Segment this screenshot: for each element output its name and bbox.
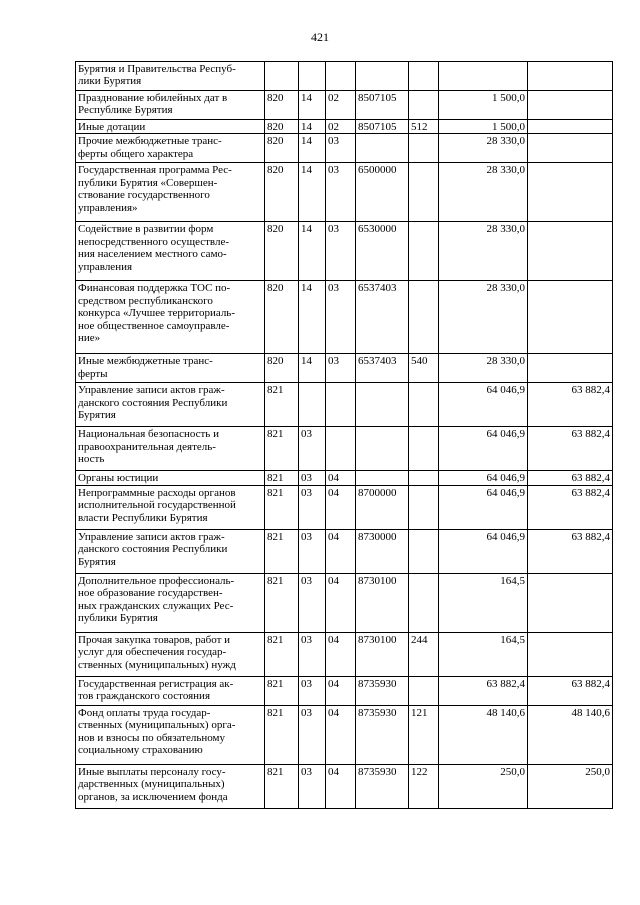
cell-pr: 03 xyxy=(326,354,356,383)
cell-csr: 6500000 xyxy=(356,163,409,222)
cell-name: Финансовая поддержка ТОС по- средством республиканского конкурса «Лучшее территориаль- ное общественное самоуправле- ние» xyxy=(76,281,265,354)
table-row xyxy=(76,163,613,222)
cell-name: Государственная программа Рес- публики Бурятия «Совершен- ствование государственного управления» xyxy=(76,163,265,222)
cell-rz: 14 xyxy=(299,91,326,120)
budget-table xyxy=(75,61,613,809)
cell-vr xyxy=(409,676,439,705)
cell-sum-1: 1 500,0 xyxy=(439,120,528,134)
cell-sum-2 xyxy=(528,354,613,383)
cell-csr: 8730100 xyxy=(356,632,409,676)
cell-pr: 04 xyxy=(326,676,356,705)
cell-vr: 244 xyxy=(409,632,439,676)
cell-pr: 04 xyxy=(326,705,356,764)
cell-sum-1: 28 330,0 xyxy=(439,222,528,281)
cell-sum-2 xyxy=(528,222,613,281)
cell-rz: 14 xyxy=(299,163,326,222)
cell-vr: 512 xyxy=(409,120,439,134)
cell-csr: 6537403 xyxy=(356,281,409,354)
cell-ved: 820 xyxy=(265,222,299,281)
cell-vr xyxy=(409,573,439,632)
cell-rz: 03 xyxy=(299,485,326,529)
cell-pr: 03 xyxy=(326,163,356,222)
cell-sum-1: 28 330,0 xyxy=(439,134,528,163)
cell-rz: 03 xyxy=(299,705,326,764)
table-row xyxy=(76,120,613,134)
cell-rz xyxy=(299,383,326,427)
cell-rz: 03 xyxy=(299,471,326,485)
cell-ved: 821 xyxy=(265,427,299,471)
cell-pr xyxy=(326,427,356,471)
cell-sum-2: 63 882,4 xyxy=(528,471,613,485)
cell-name: Государственная регистрация ак- тов гражданского состояния xyxy=(76,676,265,705)
cell-ved: 821 xyxy=(265,676,299,705)
table-row xyxy=(76,485,613,529)
cell-ved: 821 xyxy=(265,573,299,632)
table-row xyxy=(76,471,613,485)
cell-ved: 821 xyxy=(265,485,299,529)
cell-sum-2 xyxy=(528,281,613,354)
cell-sum-2 xyxy=(528,62,613,91)
cell-sum-1: 28 330,0 xyxy=(439,281,528,354)
cell-vr: 122 xyxy=(409,764,439,808)
cell-name: Фонд оплаты труда государ- ственных (муниципальных) орга- нов и взносы по обязательному социальному страхованию xyxy=(76,705,265,764)
cell-rz: 14 xyxy=(299,134,326,163)
cell-sum-2: 250,0 xyxy=(528,764,613,808)
cell-csr xyxy=(356,383,409,427)
cell-sum-2: 63 882,4 xyxy=(528,529,613,573)
cell-pr: 02 xyxy=(326,120,356,134)
cell-csr: 6530000 xyxy=(356,222,409,281)
cell-sum-1: 64 046,9 xyxy=(439,471,528,485)
cell-vr xyxy=(409,62,439,91)
cell-csr: 8730000 xyxy=(356,529,409,573)
cell-ved xyxy=(265,62,299,91)
cell-sum-1: 28 330,0 xyxy=(439,354,528,383)
cell-sum-2: 48 140,6 xyxy=(528,705,613,764)
cell-ved: 821 xyxy=(265,705,299,764)
cell-ved: 820 xyxy=(265,354,299,383)
cell-vr xyxy=(409,471,439,485)
cell-sum-2 xyxy=(528,91,613,120)
cell-name: Прочая закупка товаров, работ и услуг для обеспечения государ- ственных (муниципальных) нужд xyxy=(76,632,265,676)
cell-vr: 121 xyxy=(409,705,439,764)
cell-rz: 14 xyxy=(299,120,326,134)
cell-sum-1 xyxy=(439,62,528,91)
cell-pr: 04 xyxy=(326,471,356,485)
table-row xyxy=(76,632,613,676)
cell-rz: 03 xyxy=(299,632,326,676)
cell-ved: 820 xyxy=(265,120,299,134)
cell-sum-2 xyxy=(528,632,613,676)
cell-sum-1: 64 046,9 xyxy=(439,529,528,573)
cell-pr: 03 xyxy=(326,134,356,163)
cell-pr: 03 xyxy=(326,222,356,281)
cell-sum-1: 64 046,9 xyxy=(439,485,528,529)
cell-sum-2 xyxy=(528,120,613,134)
cell-vr xyxy=(409,281,439,354)
cell-rz: 14 xyxy=(299,281,326,354)
cell-csr xyxy=(356,427,409,471)
cell-pr: 04 xyxy=(326,632,356,676)
cell-vr xyxy=(409,163,439,222)
table-row xyxy=(76,62,613,91)
cell-sum-1: 64 046,9 xyxy=(439,383,528,427)
cell-csr: 8507105 xyxy=(356,120,409,134)
cell-csr: 8735930 xyxy=(356,705,409,764)
cell-sum-2 xyxy=(528,163,613,222)
table-row xyxy=(76,222,613,281)
table-body xyxy=(76,62,613,809)
table-row xyxy=(76,91,613,120)
cell-vr xyxy=(409,529,439,573)
cell-sum-1: 63 882,4 xyxy=(439,676,528,705)
cell-csr: 8507105 xyxy=(356,91,409,120)
cell-csr: 8735930 xyxy=(356,676,409,705)
cell-rz xyxy=(299,62,326,91)
cell-ved: 820 xyxy=(265,281,299,354)
cell-name: Управление записи актов граж- данского состояния Республики Бурятия xyxy=(76,383,265,427)
table-row xyxy=(76,529,613,573)
cell-sum-1: 48 140,6 xyxy=(439,705,528,764)
cell-sum-1: 28 330,0 xyxy=(439,163,528,222)
cell-sum-2 xyxy=(528,573,613,632)
cell-name: Дополнительное профессиональ- ное образование государствен- ных гражданских служащих Рес- публики Бурятия xyxy=(76,573,265,632)
cell-ved: 821 xyxy=(265,529,299,573)
cell-name: Содействие в развитии форм непосредственного осуществле- ния населением местного само- управления xyxy=(76,222,265,281)
cell-vr: 540 xyxy=(409,354,439,383)
cell-rz: 14 xyxy=(299,354,326,383)
cell-csr: 8700000 xyxy=(356,485,409,529)
cell-sum-1: 250,0 xyxy=(439,764,528,808)
cell-sum-1: 164,5 xyxy=(439,632,528,676)
cell-sum-1: 164,5 xyxy=(439,573,528,632)
cell-csr: 6537403 xyxy=(356,354,409,383)
table-row xyxy=(76,705,613,764)
cell-ved: 821 xyxy=(265,632,299,676)
cell-name: Иные выплаты персоналу госу- дарственных (муниципальных) органов, за исключением фонда xyxy=(76,764,265,808)
cell-csr: 8735930 xyxy=(356,764,409,808)
cell-csr xyxy=(356,62,409,91)
table-row xyxy=(76,383,613,427)
table-row xyxy=(76,573,613,632)
page-number: 421 xyxy=(311,30,329,44)
cell-ved: 820 xyxy=(265,134,299,163)
cell-name: Прочие межбюджетные транс- ферты общего характера xyxy=(76,134,265,163)
cell-sum-2: 63 882,4 xyxy=(528,427,613,471)
cell-pr: 04 xyxy=(326,485,356,529)
table-row xyxy=(76,134,613,163)
cell-sum-2: 63 882,4 xyxy=(528,383,613,427)
cell-csr xyxy=(356,471,409,485)
cell-ved: 821 xyxy=(265,471,299,485)
cell-ved: 821 xyxy=(265,383,299,427)
cell-vr xyxy=(409,427,439,471)
cell-name: Бурятия и Правительства Респуб- лики Бурятия xyxy=(76,62,265,91)
cell-sum-2: 63 882,4 xyxy=(528,676,613,705)
cell-vr xyxy=(409,222,439,281)
cell-rz: 14 xyxy=(299,222,326,281)
cell-vr xyxy=(409,383,439,427)
cell-ved: 820 xyxy=(265,163,299,222)
cell-csr: 8730100 xyxy=(356,573,409,632)
cell-pr: 04 xyxy=(326,573,356,632)
cell-vr xyxy=(409,134,439,163)
cell-name: Непрограммные расходы органов исполнительной государственной власти Республики Бурятия xyxy=(76,485,265,529)
cell-name: Управление записи актов граж- данского состояния Республики Бурятия xyxy=(76,529,265,573)
cell-name: Органы юстиции xyxy=(76,471,265,485)
table-row xyxy=(76,764,613,808)
cell-pr: 03 xyxy=(326,281,356,354)
cell-rz: 03 xyxy=(299,573,326,632)
table-row xyxy=(76,354,613,383)
cell-vr xyxy=(409,91,439,120)
cell-name: Празднование юбилейных дат в Республике Бурятия xyxy=(76,91,265,120)
cell-vr xyxy=(409,485,439,529)
table-row xyxy=(76,281,613,354)
cell-rz: 03 xyxy=(299,427,326,471)
cell-pr xyxy=(326,62,356,91)
cell-ved: 821 xyxy=(265,764,299,808)
table-row xyxy=(76,676,613,705)
cell-name: Национальная безопасность и правоохранительная деятель- ность xyxy=(76,427,265,471)
cell-csr xyxy=(356,134,409,163)
cell-sum-1: 64 046,9 xyxy=(439,427,528,471)
cell-name: Иные дотации xyxy=(76,120,265,134)
cell-sum-2: 63 882,4 xyxy=(528,485,613,529)
cell-pr: 04 xyxy=(326,764,356,808)
cell-sum-1: 1 500,0 xyxy=(439,91,528,120)
cell-pr: 02 xyxy=(326,91,356,120)
cell-rz: 03 xyxy=(299,529,326,573)
cell-name: Иные межбюджетные транс- ферты xyxy=(76,354,265,383)
cell-rz: 03 xyxy=(299,764,326,808)
cell-rz: 03 xyxy=(299,676,326,705)
cell-pr xyxy=(326,383,356,427)
cell-pr: 04 xyxy=(326,529,356,573)
cell-ved: 820 xyxy=(265,91,299,120)
cell-sum-2 xyxy=(528,134,613,163)
table-row xyxy=(76,427,613,471)
